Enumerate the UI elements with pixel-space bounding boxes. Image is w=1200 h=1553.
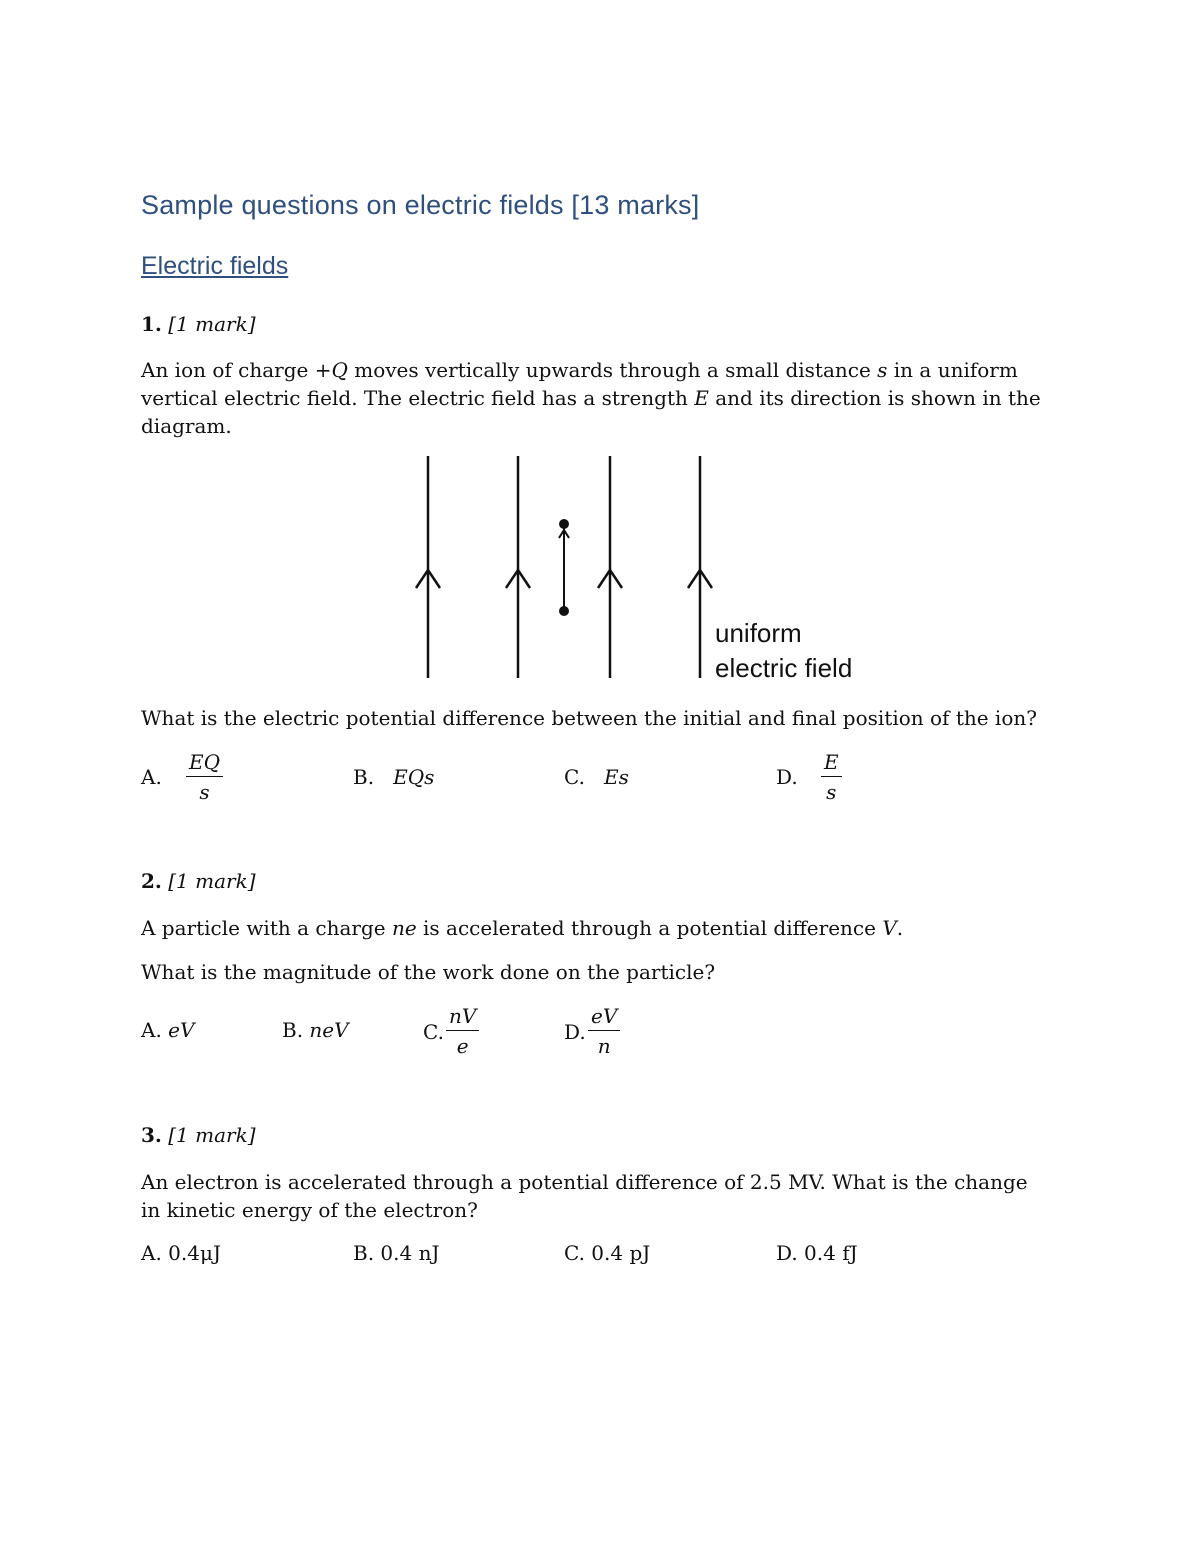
q1-option-b[interactable]: B. EQs <box>353 765 435 789</box>
question-2-number: 2. <box>141 869 162 893</box>
q2-option-c-numerator: nV <box>446 1004 479 1031</box>
q1-option-c[interactable]: C. Es <box>564 765 629 789</box>
diagram-label-uniform: uniform <box>715 618 802 648</box>
q1-option-a-numerator: EQ <box>186 750 223 777</box>
q2-option-d-letter[interactable]: D. <box>564 1020 586 1044</box>
q3-option-d[interactable]: D. 0.4 fJ <box>776 1241 858 1265</box>
q2-option-a[interactable]: A. eV <box>141 1018 195 1042</box>
question-1-header <box>141 312 256 336</box>
q2-option-c-denominator: e <box>456 1034 469 1058</box>
q3-option-c[interactable]: C. 0.4 pJ <box>564 1241 651 1265</box>
question-2-stem: A particle with a charge ne is accelerated through a potential difference V. <box>141 916 904 940</box>
question-1-question: What is the electric potential difference between the initial and final position of the ion? <box>141 706 1037 730</box>
question-3-number: 3. <box>141 1123 162 1147</box>
q1-option-d-letter[interactable]: D. <box>776 765 798 789</box>
ion-initial-position <box>559 606 569 616</box>
q1-option-a-letter[interactable]: A. <box>141 765 162 789</box>
q2-option-c-letter[interactable]: C. <box>423 1020 444 1044</box>
question-2-question: What is the magnitude of the work done on the particle? <box>141 960 716 984</box>
q1-option-d-fraction[interactable] <box>821 750 842 806</box>
q2-option-d-denominator: n <box>597 1034 611 1058</box>
q2-option-d-numerator: eV <box>588 1004 620 1031</box>
question-3-marks: [1 mark] <box>168 1123 256 1147</box>
question-1-stem: An ion of charge +Q moves vertically upwards through a small distance s in a uniform vertical electric field. The electric field has a strength E and its direction is shown in the diagram. <box>141 358 1041 438</box>
q1-option-d-denominator: s <box>826 780 837 804</box>
question-3-header <box>141 1123 256 1147</box>
electric-field-diagram <box>400 450 900 690</box>
q1-option-d-numerator: E <box>821 750 842 777</box>
q2-option-d-fraction[interactable] <box>588 1004 620 1060</box>
q2-option-b[interactable]: B. neV <box>282 1018 349 1042</box>
q2-option-c-fraction[interactable] <box>446 1004 479 1060</box>
question-2-marks: [1 mark] <box>168 869 256 893</box>
diagram-label-electric-field: electric field <box>715 653 853 683</box>
question-2-header <box>141 869 256 893</box>
ion-final-position <box>559 519 569 529</box>
question-1-marks: [1 mark] <box>168 312 256 336</box>
section-heading: Electric fields <box>141 252 289 280</box>
page-title: Sample questions on electric fields [13 marks] <box>141 190 700 220</box>
q3-option-b[interactable]: B. 0.4 nJ <box>353 1241 440 1265</box>
q1-option-a-fraction[interactable] <box>186 750 223 806</box>
q1-option-a-denominator: s <box>199 780 210 804</box>
question-1-number: 1. <box>141 312 162 336</box>
q3-option-a[interactable]: A. 0.4μJ <box>141 1241 221 1265</box>
question-3-stem: An electron is accelerated through a potential difference of 2.5 MV. What is the change in kinetic energy of the electron? <box>141 1170 1028 1222</box>
